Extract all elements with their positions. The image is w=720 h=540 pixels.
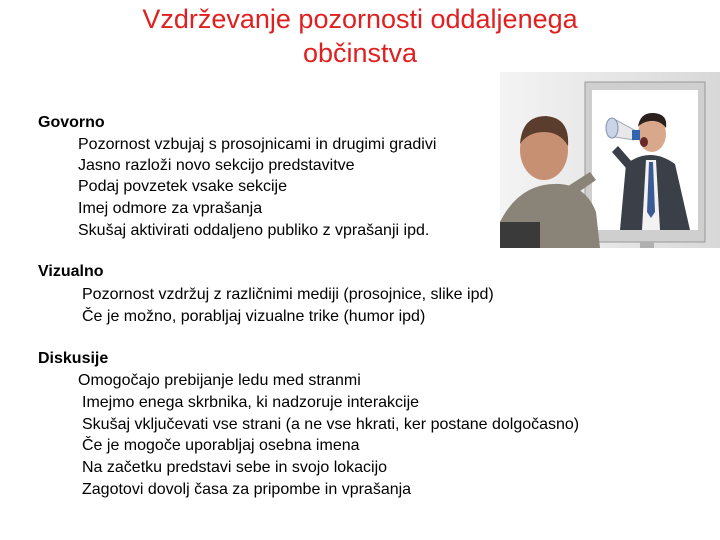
slide-title-line-2: občinstva [302, 38, 418, 68]
list-item: Zagotovi dovolj časa za pripombe in vprašanja [82, 481, 412, 498]
list-item: Imej odmore za vprašanja [78, 200, 263, 217]
videoconference-photo [500, 72, 720, 248]
list-item: Če je možno, porabljaj vizualne trike (humor ipd) [82, 308, 426, 325]
section-heading-diskusije: Diskusije [38, 350, 109, 367]
list-item: Pozornost vzbujaj s prosojnicami in drugimi gradivi [78, 136, 437, 153]
list-item: Pozornost vzdržuj z različnimi mediji (prosojnice, slike ipd) [82, 286, 494, 303]
list-item: Če je mogoče uporabljaj osebna imena [82, 437, 360, 454]
section-heading-govorno: Govorno [38, 114, 105, 131]
section-heading-vizualno: Vizualno [38, 263, 104, 280]
list-item: Omogočajo prebijanje ledu med stranmi [78, 372, 361, 389]
list-item: Jasno razloži novo sekcijo predstavitve [78, 157, 355, 174]
slide-title-line-1: Vzdrževanje pozornosti oddaljenega [142, 4, 578, 34]
list-item: Imejmo enega skrbnika, ki nadzoruje interakcije [82, 394, 420, 411]
list-item: Podaj povzetek vsake sekcije [78, 178, 287, 195]
list-item: Skušaj aktivirati oddaljeno publiko z vprašanji ipd. [78, 222, 430, 239]
list-item: Skušaj vključevati vse strani (a ne vse hkrati, ker postane dolgočasno) [82, 416, 580, 433]
list-item: Na začetku predstavi sebe in svojo lokacijo [82, 459, 388, 476]
slide-title [0, 2, 720, 70]
